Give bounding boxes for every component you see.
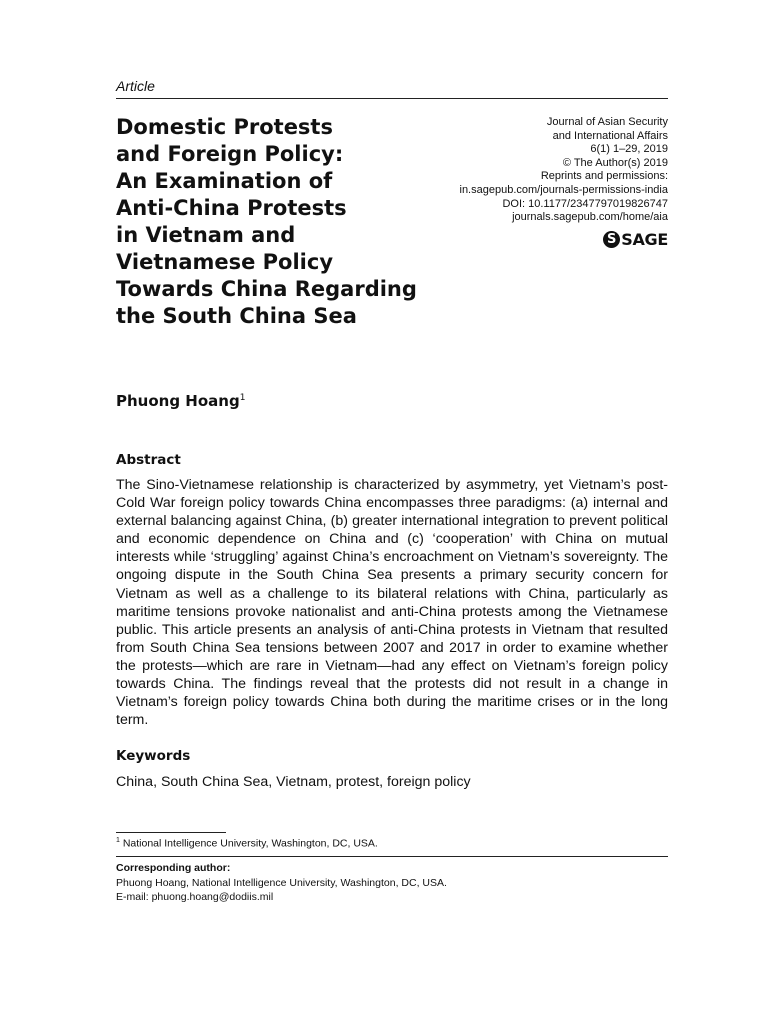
corresponding-rule [116, 856, 668, 857]
corresponding-address: Phuong Hoang, National Intelligence University, Washington, DC, USA. [116, 876, 447, 889]
corresponding-author [116, 861, 447, 905]
reprints-label: Reprints and permissions: [540, 170, 668, 183]
header-rule [116, 98, 668, 99]
sage-logo-icon: S [603, 231, 620, 248]
sage-logo-text: SAGE [621, 230, 668, 249]
footnote-marker: 1 [116, 837, 120, 844]
title-line: in Vietnam and [116, 223, 296, 247]
author-name [116, 392, 245, 410]
title-line: Anti-China Protests [116, 196, 347, 220]
title-line: and Foreign Policy: [116, 142, 344, 166]
title-line: the South China Sea [116, 304, 357, 328]
title-line: Towards China Regarding [116, 277, 417, 301]
section-label: Article [116, 78, 155, 94]
keywords-text: China, South China Sea, Vietnam, protest, foreign policy [116, 774, 471, 790]
journal-name-line: and International Affairs [552, 129, 668, 142]
copyright: © The Author(s) 2019 [562, 156, 668, 169]
corresponding-heading: Corresponding author: [116, 862, 231, 874]
footnote-rule [116, 832, 226, 833]
doi-link[interactable]: DOI: 10.1177/2347797019826747 [502, 197, 668, 210]
footnote-text: National Intelligence University, Washington, DC, USA. [122, 837, 378, 850]
article-first-page [116, 0, 668, 1024]
abstract-text: The Sino-Vietnamese relationship is characterized by asymmetry, yet Vietnam’s post-Cold War foreign policy towards China encompasses three paradigms: (a) internal and external balancing against China, (b) greater international integration to prevent political and economic dependence on China and (c) ‘cooperation’ with China on mutual interests while ‘struggling’ against China’s encroachment on Vietnam’s sovereignty. The ongoing dispute in the South China Sea presents a primary security concern for Vietnam as well as a challenge to its bilateral relations with China, particularly as maritime tensions provoke nationalist and anti-China protests among the Vietnamese public. This article presents an analysis of anti-China protests in Vietnam that resulted from South China Sea tensions between 2007 and 2017 in order to examine whether the protests—which are rare in Vietnam—had any effect on Vietnam’s foreign policy towards China. The findings reveal that the protests did not result in a change in Vietnam’s foreign policy towards China both during the maritime crises or in the long term. [116, 477, 668, 729]
affiliation-footnote [116, 837, 378, 850]
journal-info [368, 116, 668, 225]
permissions-link[interactable]: in.sagepub.com/journals-permissions-india [459, 183, 668, 196]
volume-issue: 6(1) 1–29, 2019 [590, 143, 668, 156]
keywords-heading: Keywords [116, 748, 191, 764]
journal-home-link[interactable]: journals.sagepub.com/home/aia [512, 211, 668, 224]
corresponding-email[interactable]: E-mail: phuong.hoang@dodiis.mil [116, 891, 274, 903]
abstract-heading: Abstract [116, 452, 181, 468]
journal-name-line: Journal of Asian Security [546, 116, 668, 128]
title-line: Domestic Protests [116, 115, 333, 139]
author-name-text: Phuong Hoang [116, 392, 240, 410]
sage-logo [603, 230, 668, 249]
title-line: Vietnamese Policy [116, 250, 334, 274]
author-affiliation-marker: 1 [239, 393, 246, 403]
title-line: An Examination of [116, 169, 333, 193]
